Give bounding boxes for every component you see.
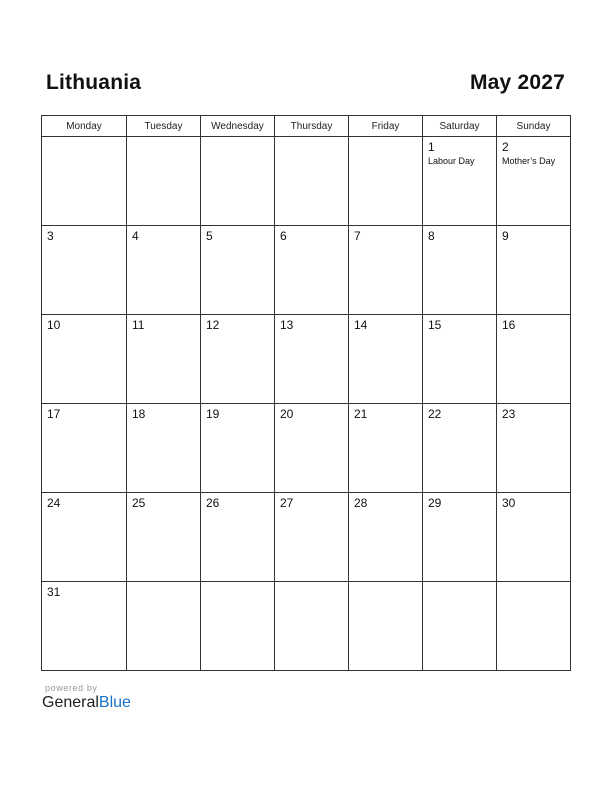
day-number: 21 <box>354 407 368 421</box>
day-cell <box>201 137 275 226</box>
month-title: May 2027 <box>469 71 565 94</box>
day-number: 19 <box>206 407 220 421</box>
brand-blue: Blue <box>98 694 131 711</box>
weekday-header: Saturday <box>423 116 497 137</box>
week-row <box>42 226 571 315</box>
day-cell <box>127 404 201 493</box>
holiday-label: Mother’s Day <box>502 156 556 166</box>
day-cell <box>275 137 349 226</box>
brand-general: General <box>42 694 99 711</box>
day-cell <box>275 226 349 315</box>
day-cell <box>349 493 423 582</box>
day-cell <box>275 404 349 493</box>
day-number: 8 <box>428 229 435 243</box>
weekday-header: Thursday <box>275 116 349 137</box>
weekday-header: Friday <box>349 116 423 137</box>
day-cell <box>127 493 201 582</box>
day-number: 31 <box>47 585 61 599</box>
day-number: 4 <box>132 229 139 243</box>
day-number: 3 <box>47 229 54 243</box>
day-cell <box>42 137 127 226</box>
day-cell <box>127 137 201 226</box>
day-number: 10 <box>47 318 61 332</box>
day-cell <box>201 226 275 315</box>
day-number: 18 <box>132 407 146 421</box>
day-number: 15 <box>428 318 442 332</box>
day-number: 26 <box>206 496 220 510</box>
day-cell <box>201 404 275 493</box>
day-cell <box>127 226 201 315</box>
day-cell <box>201 582 275 671</box>
day-cell <box>497 493 571 582</box>
day-cell <box>201 315 275 404</box>
day-cell <box>497 226 571 315</box>
day-cell <box>275 315 349 404</box>
day-cell <box>349 404 423 493</box>
weekday-header: Sunday <box>497 116 571 137</box>
day-cell <box>201 493 275 582</box>
day-cell <box>42 493 127 582</box>
day-cell <box>349 582 423 671</box>
day-cell <box>497 404 571 493</box>
day-cell <box>127 315 201 404</box>
weekday-header: Wednesday <box>201 116 275 137</box>
day-number: 2 <box>502 140 509 154</box>
day-cell <box>423 226 497 315</box>
day-number: 25 <box>132 496 146 510</box>
week-row <box>42 404 571 493</box>
day-cell <box>275 493 349 582</box>
day-cell <box>423 315 497 404</box>
day-number: 1 <box>428 140 435 154</box>
calendar-grid <box>41 115 571 671</box>
day-number: 24 <box>47 496 61 510</box>
day-cell <box>423 137 497 226</box>
day-number: 11 <box>132 318 145 332</box>
week-row <box>42 582 571 671</box>
day-cell <box>349 315 423 404</box>
generalblue-logo <box>42 694 131 712</box>
day-cell <box>127 582 201 671</box>
weekday-header-row <box>42 116 571 137</box>
day-cell <box>497 315 571 404</box>
day-cell <box>42 315 127 404</box>
week-row <box>42 315 571 404</box>
day-cell <box>497 137 571 226</box>
day-cell <box>275 582 349 671</box>
day-cell <box>42 404 127 493</box>
day-number: 27 <box>280 496 294 510</box>
day-number: 9 <box>502 229 509 243</box>
day-cell <box>349 226 423 315</box>
day-cell <box>423 404 497 493</box>
day-cell <box>497 582 571 671</box>
weekday-header: Tuesday <box>127 116 201 137</box>
day-cell <box>423 582 497 671</box>
day-number: 28 <box>354 496 368 510</box>
holiday-label: Labour Day <box>428 156 475 166</box>
day-number: 30 <box>502 496 516 510</box>
day-cell <box>423 493 497 582</box>
day-number: 5 <box>206 229 213 243</box>
powered-by-text: powered by <box>45 683 98 693</box>
week-row <box>42 137 571 226</box>
day-cell <box>42 582 127 671</box>
day-number: 23 <box>502 407 516 421</box>
week-row <box>42 493 571 582</box>
day-number: 16 <box>502 318 516 332</box>
day-cell <box>42 226 127 315</box>
day-number: 22 <box>428 407 442 421</box>
weekday-header: Monday <box>42 116 127 137</box>
day-number: 6 <box>280 229 287 243</box>
day-number: 7 <box>354 229 361 243</box>
day-number: 12 <box>206 318 220 332</box>
day-number: 20 <box>280 407 294 421</box>
day-number: 29 <box>428 496 442 510</box>
day-cell <box>349 137 423 226</box>
day-number: 14 <box>354 318 368 332</box>
day-number: 17 <box>47 407 61 421</box>
country-title: Lithuania <box>46 71 142 94</box>
day-number: 13 <box>280 318 294 332</box>
